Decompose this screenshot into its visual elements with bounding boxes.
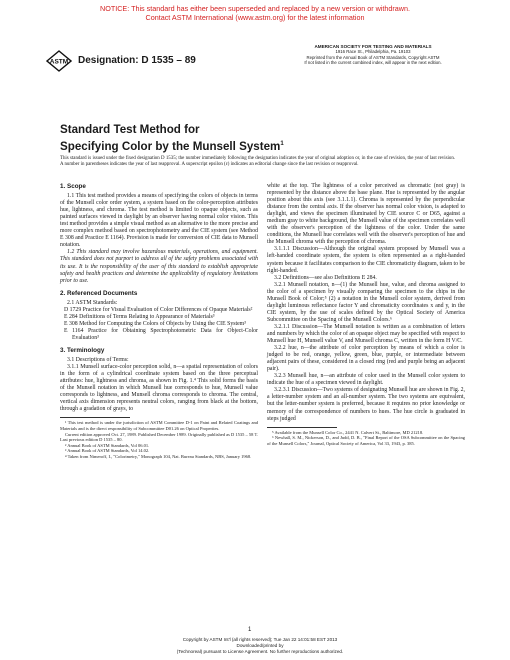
paragraph-3-2-3-1: 3.2.3.1 Discussion—Two systems of designating Munsell hue are shown in Fig. 2, a letter-number system and an all-number system. The two systems are equivalent, but the letter-number system is preferred, because it requires no prior knowledge or memory of the correspondence of numbers to hues. The hue circle is graduated in steps judged — [267, 387, 465, 422]
paragraph-1-2: 1.2 This standard may involve hazardous materials, operations, and equipment. This standard does not purport to address all of the safety problems associated with its use. It is the responsibility of the user of this standard to establish appropriate safety and health practices and determine the applicability of regulatory limitations prior to use. — [60, 249, 258, 284]
svg-text:ASTM: ASTM — [49, 58, 69, 66]
title-line-2: Specifying Color by the Munsell System — [60, 139, 281, 153]
right-column — [267, 183, 465, 446]
reference-e284: E 284 Definitions of Terms Relating to Appearance of Materials³ — [64, 313, 215, 320]
paragraph-3-1: 3.1 Descriptions of Terms: — [67, 357, 129, 364]
reference-e1164: E 1164 Practice for Obtaining Spectrophotometric Data for Object-Color Evaluation³ — [64, 327, 258, 341]
paragraph-3-2-2: 3.2.2 hue, n—the attribute of color perception by means of which a color is judged to be red, orange, yellow, green, blue, purple, or intermediate between adjacent pairs of these, considered in a closed ring (red and purple being an adjacent pair). — [267, 345, 465, 373]
footnote-2: ² Annual Book of ASTM Standards, Vol 06.01. — [65, 442, 150, 448]
paragraph-1-1: 1.1 This test method provides a means of specifying the colors of objects in terms of the Munsell color order system, a system based on the color-perception attributes hue, lightness, and chroma. The test method is limited to opaque objects, such as painted surfaces viewed in daylight by an observer having normal color vision. This test method provides a simple visual method as an alternative to the more precise and more complex method based on spectrophotometry and the CIE system (see Method E 308 and Practice E 1164). Provision is made for conversion of CIE data to Munsell notation. — [60, 193, 259, 249]
footnote-divider-right — [267, 427, 337, 428]
paragraph-2-1: 2.1 ASTM Standards: — [67, 299, 118, 306]
left-column — [60, 183, 258, 460]
paragraph-3-2: 3.2 Definitions—see also Definitions E 284. — [274, 274, 377, 281]
title-line-1: Standard Test Method for — [60, 123, 200, 136]
section-heading-terminology: 3. Terminology — [60, 346, 105, 354]
copyright-line-1: Copyright by ASTM Int'l (all rights reserved); Tue Jan 22 14:01:58 EST 2013 — [182, 637, 338, 642]
footnote-4: ⁴ Taken from Nimeroff, I., "Colorimetry," Monograph 104, Nat. Bureau Standards, NBS, January 1968. — [65, 453, 252, 459]
publisher-address: 1916 Race St., Philadelphia, Pa. 19103 — [335, 49, 411, 55]
footnote-5: ⁵ Available from the Munsell Color Co., 2441 N. Calvert St., Baltimore, MD 21218. — [272, 429, 424, 435]
paragraph-3-2-1-1: 3.2.1.1 Discussion—The Munsell notation is written as a combination of letters and numbers by which the color of an opaque object may be specified with respect to Munsell hue H, Munsell value V, and Munsell chroma C, written in the form H V/C. — [267, 323, 465, 345]
section-heading-referenced-documents: 2. Referenced Documents — [60, 289, 138, 297]
document-title — [60, 123, 360, 154]
page-number: 1 — [248, 627, 252, 633]
copyright-footer — [110, 637, 410, 655]
designation: Designation: D 1535 – 89 — [78, 55, 196, 66]
paragraph-3-1-1-1: 3.1.1.1 Discussion—Although the original system proposed by Munsell was a left-handed coordinate system, the system is often represented as a right-handed system because it facilitates comparison to the CIE chromaticity diagram, taken to be right-handed. — [267, 246, 465, 274]
footnote-1: ¹ This test method is under the jurisdiction of ASTM Committee D-1 on Paint and Related Coatings and Materials and is the direct responsibility of Subcommittee D01.26 on Optical Properties. — [60, 420, 258, 431]
notice-line-1: NOTICE: This standard has either been superseded and replaced by a new version or withdrawn. — [100, 4, 410, 13]
reference-e308: E 308 Method for Computing the Colors of Objects by Using the CIE System³ — [64, 320, 246, 327]
title-footnote-mark: 1 — [280, 141, 284, 147]
index-note: If not listed in the current combined index, will appear in the next edition. — [304, 59, 442, 65]
copyright-line-2: Downloaded/printed by — [236, 643, 284, 648]
withdrawal-notice — [0, 4, 510, 22]
copyright-line-3: (Technoreal) pursuant to License Agreement. No further reproductions authorized. — [176, 649, 344, 654]
paragraph-3-2-3: 3.2.3 Munsell hue, n—an attribute of color used in the Munsell color system to indicate the hue of a specimen viewed in daylight. — [267, 373, 465, 387]
section-heading-scope: 1. Scope — [60, 183, 86, 190]
publisher-header — [268, 44, 478, 65]
publisher-name: AMERICAN SOCIETY FOR TESTING AND MATERIALS — [314, 44, 432, 49]
footnote-6: ⁶ Newhall, S. M., Nickerson, D., and Judd, D. B., "Final Report of the OSA Subcommittee on the Spacing of the Munsell Colors," Journal, Optical Society of America, Vol 33, 1943, p. 385. — [267, 435, 465, 446]
footnote-divider — [60, 417, 130, 418]
notice-line-2: Contact ASTM International (www.astm.org) for the latest information — [145, 13, 365, 22]
footnote-3: ³ Annual Book of ASTM Standards, Vol 14.02. — [65, 448, 150, 454]
paragraph-continued: white at the top. The lightness of a color perceived as chromatic (not gray) is represented by the distance above the base plane. Hue is represented by the angular position about this axis (see 3.1.1.1). Chroma is represented by the perpendicular distance from the central axis. If the observer has normal color vision, is adapted to daylight, and views the specimen illuminated by CIE source C or D65, against a medium gray to white background, the Munsell value of the specimen correlates well with the observer's perception of the lightness of the color. Under the same conditions, the Munsell hue correlates well with the observer's perception of hue and the Munsell chroma with the perception of chroma. — [267, 183, 465, 246]
reference-d1729: D 1729 Practice for Visual Evaluation of Color Differences of Opaque Materials² — [64, 306, 253, 313]
issuance-note: This standard is issued under the fixed designation D 1535; the number immediately following the designation indicates the year of original adoption or, in the case of revision, the year of last revision. A number in parentheses indicates the year of last reapproval. A superscript epsilon (ε) indicates an editorial change since the last revision or reapproval. — [60, 156, 455, 168]
paragraph-3-1-1: 3.1.1 Munsell surface-color perception solid, n—a spatial representation of colors in the form of a cylindrical coordinate system based on the three perceptual attributes: hue, lightness and chroma, as shown in Fig. 1.⁴ This solid forms the basis of the Munsell notation in which Munsell hue corresponds to hue, Munsell value corresponds to lightness, and Munsell chroma corresponds to chroma. The central, vertical axis dimension represents neutral colors, ranging from black at the bottom, through a gradation of grays, to — [60, 364, 258, 413]
astm-logo-icon — [46, 50, 72, 72]
footnote-1-edition: Current edition approved Oct. 27, 1989. Published December 1989. Originally published as D 1535 – 58 T. Last previous edition D 1535 – 80. — [60, 431, 258, 443]
reprint-note: Reprinted from the Annual Book of ASTM Standards, Copyright ASTM — [306, 54, 440, 60]
paragraph-3-2-1: 3.2.1 Munsell notation, n—(1) the Munsell hue, value, and chroma assigned to the color of a specimen by visually comparing the specimen to the chips in the Munsell Book of Color;⁵ (2) a notation in the Munsell color system, derived from daylight luminous reflectance factor Y and chromaticity coordinates x and y, in the CIE system, by the use of scales defined by the Optical Society of America Subcommittee on the Spacing of the Munsell Colors.⁶ — [267, 281, 465, 323]
